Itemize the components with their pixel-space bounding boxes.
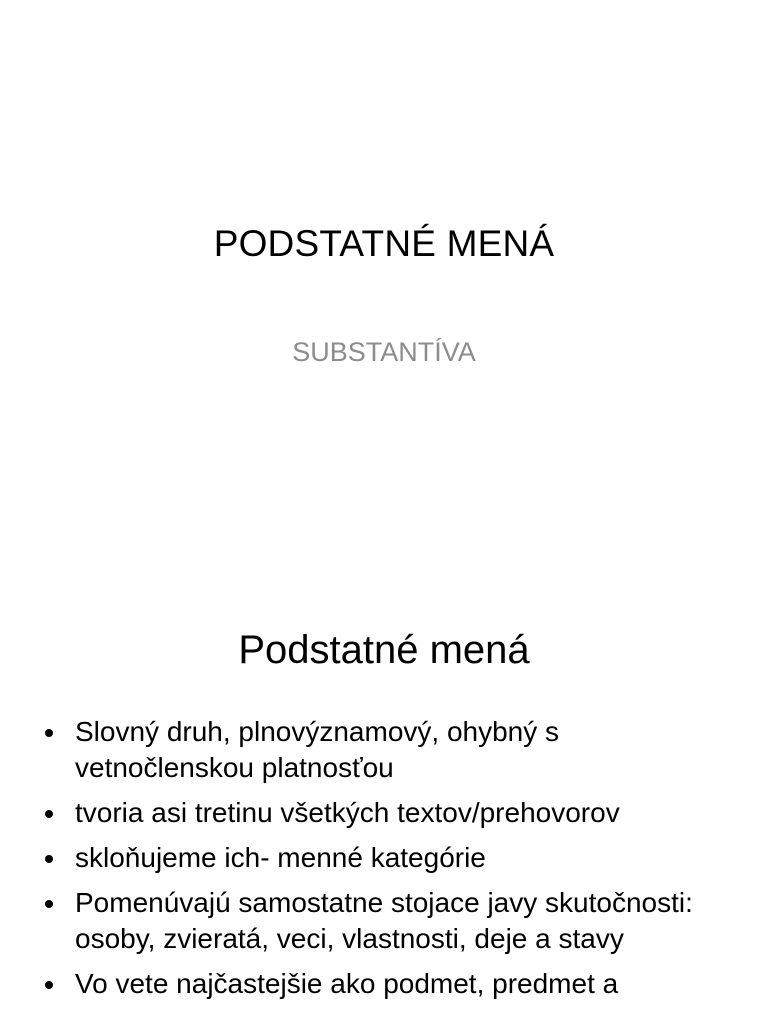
list-item <box>40 714 740 786</box>
bullet-text: Pomenúvajú samostatne stojace javy skutočnosti: osoby, zvieratá, veci, vlastnosti, deje a stavy <box>75 887 693 954</box>
bullet-text: tvoria asi tretinu všetkých textov/prehovorov <box>75 797 620 828</box>
slide-content <box>0 576 768 1024</box>
bullet-icon <box>45 855 53 863</box>
list-item <box>40 885 740 957</box>
list-item <box>40 840 740 876</box>
slide-1-subtitle: SUBSTANTÍVA <box>292 337 476 367</box>
bullet-icon <box>45 900 53 908</box>
bullet-icon <box>45 981 53 989</box>
bullet-icon <box>45 810 53 818</box>
bullet-text: Slovný druh, plnovýznamový, ohybný s vetnočlenskou platnosťou <box>75 716 560 783</box>
slide-2-title: Podstatné mená <box>238 628 530 672</box>
bullet-list <box>40 714 740 1011</box>
bullet-text: skloňujeme ich- menné kategórie <box>75 842 486 873</box>
bullet-text: Vo vete najčastejšie ako podmet, predmet a <box>75 968 619 999</box>
list-item <box>40 795 740 831</box>
list-item <box>40 966 740 1002</box>
slide-1-title: PODSTATNÉ MENÁ <box>213 223 555 264</box>
bullet-icon <box>45 729 53 737</box>
